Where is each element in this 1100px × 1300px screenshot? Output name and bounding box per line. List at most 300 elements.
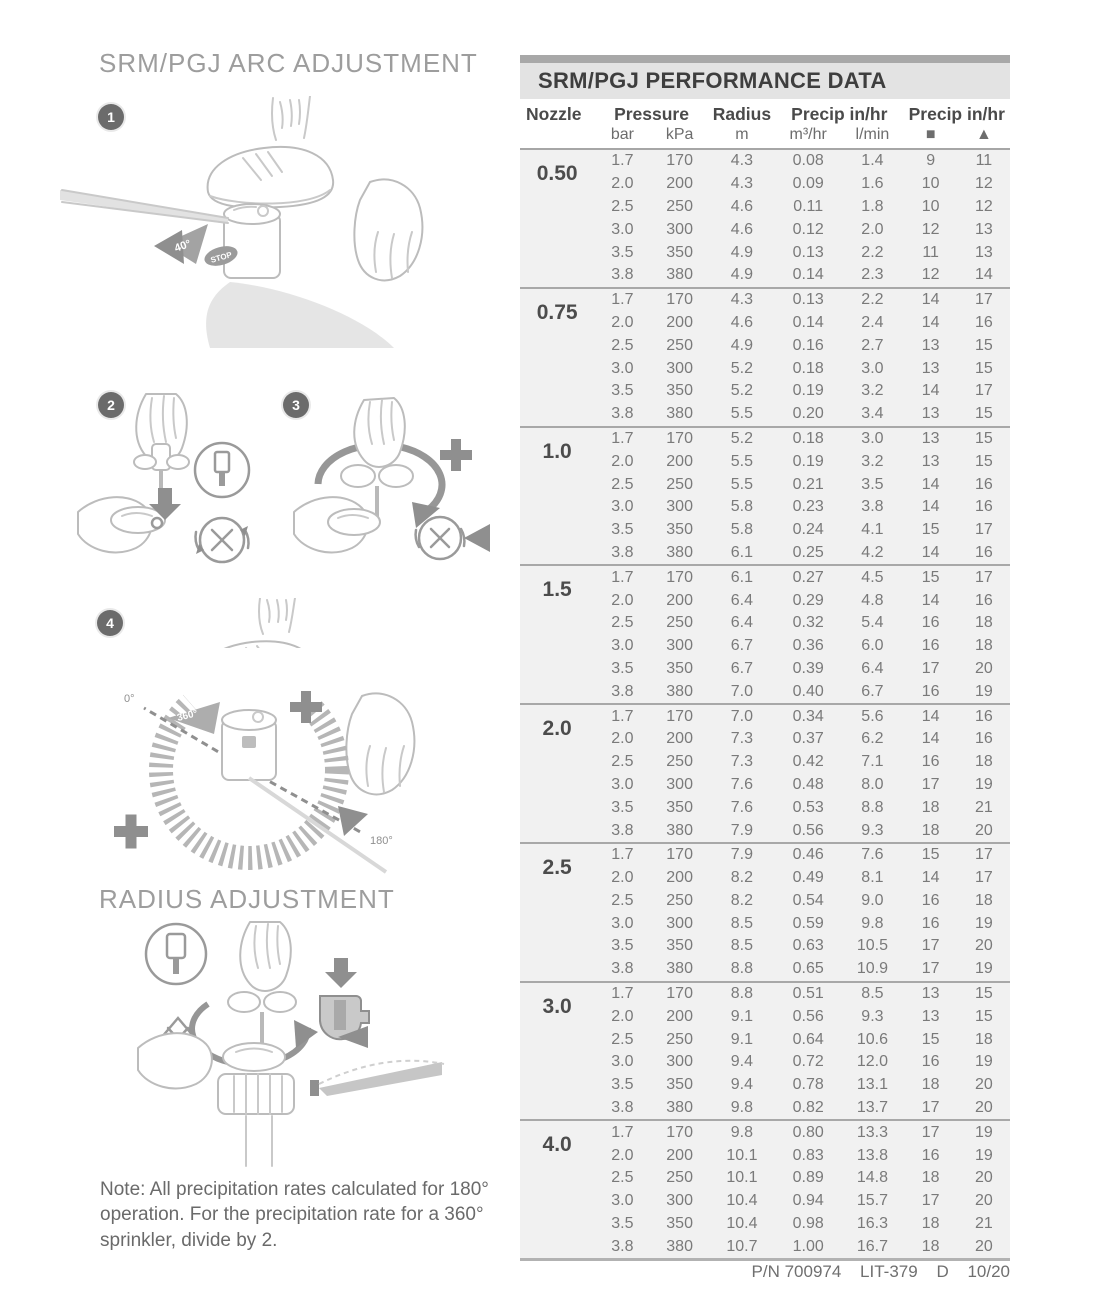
- cell-precip-square: 16: [921, 614, 940, 632]
- table-row: [520, 496, 1010, 519]
- cell-precip-triangle: 16: [974, 498, 993, 516]
- cell-pressure-bar: 3.8: [611, 1099, 634, 1117]
- cell-precip-square: 16: [921, 753, 940, 771]
- cell-precip-lmin: 10.9: [856, 960, 888, 978]
- cell-precip-square: 11: [922, 243, 939, 261]
- cell-pressure-bar: 3.5: [611, 659, 634, 677]
- table-bottom-rule: [520, 1258, 1010, 1261]
- cell-radius-m: 4.3: [730, 291, 754, 309]
- cell-radius-m: 9.1: [730, 1030, 754, 1048]
- cell-pressure-kpa: 250: [666, 1169, 693, 1187]
- table-row: [520, 380, 1010, 403]
- cell-precip-m3hr: 0.18: [792, 359, 824, 377]
- cell-pressure-bar: 3.0: [611, 220, 634, 238]
- cell-precip-square: 18: [921, 1215, 940, 1233]
- cell-radius-m: 9.8: [730, 1099, 754, 1117]
- cell-pressure-kpa: 200: [666, 1007, 693, 1025]
- cell-precip-lmin: 4.1: [861, 521, 884, 539]
- table-row: [520, 1074, 1010, 1097]
- cell-precip-triangle: 15: [974, 359, 993, 377]
- table-row: [520, 1213, 1010, 1236]
- cell-precip-lmin: 13.3: [856, 1123, 888, 1141]
- cell-precip-triangle: 18: [974, 614, 993, 632]
- table-row: [520, 1051, 1010, 1074]
- spray-stream: [60, 190, 228, 224]
- cell-precip-m3hr: 0.49: [792, 869, 824, 887]
- cell-radius-m: 10.1: [726, 1169, 758, 1187]
- cell-precip-square: 18: [921, 821, 940, 839]
- document-footer: [752, 1262, 1010, 1282]
- table-row: [520, 796, 1010, 819]
- cell-radius-m: 8.8: [730, 985, 754, 1003]
- angle-label: 40°: [172, 237, 193, 255]
- cell-precip-lmin: 3.4: [861, 405, 884, 423]
- table-row: [520, 288, 1010, 312]
- hand: [346, 694, 414, 795]
- cell-radius-m: 4.3: [730, 175, 754, 193]
- cell-pressure-bar: 2.5: [611, 336, 634, 354]
- arc-adjustment-heading: SRM/PGJ ARC ADJUSTMENT: [99, 48, 478, 78]
- cell-pressure-kpa: 170: [666, 985, 693, 1003]
- cell-radius-m: 4.9: [730, 243, 754, 261]
- nozzle-label: 0.50: [536, 162, 578, 185]
- radius-illustration: [112, 912, 447, 1172]
- cell-precip-lmin: 9.8: [861, 914, 884, 932]
- hand-holding-cap: [294, 497, 380, 552]
- cell-pressure-kpa: 300: [666, 220, 693, 238]
- cell-radius-m: 10.4: [726, 1192, 758, 1210]
- cell-radius-m: 7.9: [730, 846, 754, 864]
- cell-radius-m: 10.4: [726, 1215, 758, 1233]
- cell-pressure-kpa: 300: [666, 775, 693, 793]
- literature-number: LIT-379: [860, 1262, 918, 1281]
- plus-icon: [440, 439, 472, 471]
- table-row: [520, 1235, 1010, 1258]
- cell-precip-m3hr: 0.27: [792, 568, 824, 586]
- cell-pressure-bar: 3.0: [611, 637, 634, 655]
- table-row: [520, 403, 1010, 427]
- table-row: [520, 680, 1010, 704]
- cell-precip-m3hr: 0.09: [792, 175, 824, 193]
- cell-pressure-bar: 3.8: [611, 405, 634, 423]
- col-nozzle: Nozzle: [520, 99, 594, 125]
- cell-pressure-bar: 3.5: [611, 1076, 634, 1094]
- cell-precip-m3hr: 0.13: [792, 291, 824, 309]
- cell-radius-m: 5.8: [730, 498, 754, 516]
- one-eighty-degree-label: 180°: [370, 835, 393, 847]
- cell-pressure-bar: 2.0: [611, 1146, 634, 1164]
- cell-precip-m3hr: 0.94: [792, 1192, 824, 1210]
- cell-precip-triangle: 16: [974, 543, 993, 561]
- step3-drawing: [280, 388, 490, 588]
- cell-precip-triangle: 19: [974, 1146, 993, 1164]
- cell-precip-triangle: 17: [974, 291, 993, 309]
- cell-precip-square: 13: [921, 452, 940, 470]
- cell-precip-triangle: 12: [974, 197, 993, 215]
- cell-radius-m: 7.3: [730, 730, 754, 748]
- cell-radius-m: 4.6: [730, 197, 754, 215]
- cell-pressure-kpa: 380: [666, 821, 693, 839]
- table-row: [520, 890, 1010, 913]
- cell-precip-m3hr: 0.83: [792, 1146, 824, 1164]
- performance-data-table: [520, 99, 1010, 1258]
- table-row: [520, 450, 1010, 473]
- cell-precip-triangle: 11: [975, 152, 993, 170]
- cell-pressure-kpa: 300: [666, 1053, 693, 1071]
- cell-radius-m: 7.0: [730, 682, 754, 700]
- cell-precip-lmin: 13.1: [856, 1076, 888, 1094]
- push-left-arrow-icon: [464, 524, 490, 552]
- cell-radius-m: 9.4: [730, 1053, 754, 1071]
- cell-precip-triangle: 17: [974, 869, 993, 887]
- table-header: [520, 99, 1010, 149]
- table-row: [520, 196, 1010, 219]
- cell-precip-m3hr: 0.64: [792, 1030, 824, 1048]
- table-row: [520, 704, 1010, 728]
- cell-pressure-bar: 3.8: [611, 1237, 634, 1255]
- col-precip-metric: Precip in/hr: [775, 99, 904, 125]
- table-row: [520, 728, 1010, 751]
- table-row: [520, 264, 1010, 288]
- table-row: [520, 658, 1010, 681]
- cell-pressure-kpa: 250: [666, 614, 693, 632]
- cell-pressure-kpa: 380: [666, 543, 693, 561]
- step4-drawing: [52, 598, 447, 876]
- cell-precip-triangle: 18: [974, 637, 993, 655]
- cell-pressure-kpa: 170: [666, 291, 693, 309]
- cell-pressure-bar: 2.5: [611, 1169, 634, 1187]
- cell-radius-m: 6.1: [730, 568, 754, 586]
- cell-precip-square: 14: [921, 591, 940, 609]
- cell-precip-triangle: 19: [974, 1123, 993, 1141]
- cell-radius-m: 7.9: [730, 821, 754, 839]
- cell-precip-lmin: 10.5: [856, 937, 888, 955]
- table-row: [520, 565, 1010, 589]
- cell-pressure-kpa: 350: [666, 1076, 693, 1094]
- key-icon: [195, 443, 249, 497]
- col-pressure: Pressure: [594, 99, 708, 125]
- cell-pressure-kpa: 250: [666, 336, 693, 354]
- cell-radius-m: 6.1: [730, 543, 754, 561]
- cell-pressure-kpa: 300: [666, 359, 693, 377]
- cell-pressure-kpa: 350: [666, 243, 693, 261]
- cell-precip-triangle: 16: [974, 707, 993, 725]
- cell-precip-square: 16: [921, 891, 940, 909]
- table-row: [520, 1097, 1010, 1121]
- nozzle-group: [520, 288, 1010, 427]
- cell-precip-square: 14: [921, 313, 940, 331]
- cell-pressure-bar: 3.8: [611, 821, 634, 839]
- cell-pressure-kpa: 170: [666, 152, 693, 170]
- unit-m: m: [709, 125, 775, 149]
- cell-precip-square: 14: [921, 498, 940, 516]
- cell-radius-m: 6.4: [730, 591, 754, 609]
- cell-precip-square: 16: [921, 1146, 940, 1164]
- cell-precip-triangle: 20: [974, 659, 993, 677]
- cell-precip-lmin: 6.2: [861, 730, 884, 748]
- cell-radius-m: 5.8: [730, 521, 754, 539]
- cell-precip-m3hr: 0.37: [792, 730, 824, 748]
- cell-precip-lmin: 9.0: [861, 891, 884, 909]
- cell-precip-square: 10: [921, 175, 940, 193]
- table-row: [520, 867, 1010, 890]
- shadow: [206, 282, 394, 348]
- cell-radius-m: 9.1: [730, 1007, 754, 1025]
- table-row: [520, 1167, 1010, 1190]
- table-row: [520, 935, 1010, 958]
- cell-precip-m3hr: 0.14: [792, 266, 824, 284]
- cell-precip-square: 13: [921, 359, 940, 377]
- cell-pressure-bar: 3.5: [611, 243, 634, 261]
- performance-table: [520, 55, 1010, 1261]
- cell-precip-m3hr: 0.14: [792, 313, 824, 331]
- table-row: [520, 612, 1010, 635]
- table-row: [520, 357, 1010, 380]
- col-radius: Radius: [709, 99, 775, 125]
- cell-pressure-bar: 2.0: [611, 1007, 634, 1025]
- cell-precip-triangle: 20: [974, 1099, 993, 1117]
- cell-pressure-kpa: 300: [666, 498, 693, 516]
- unit-kpa: kPa: [651, 125, 709, 149]
- cell-precip-m3hr: 0.11: [793, 197, 824, 215]
- step1-illustration: [58, 96, 448, 353]
- cell-precip-lmin: 8.5: [861, 985, 884, 1003]
- cell-pressure-kpa: 380: [666, 266, 693, 284]
- table-row: [520, 819, 1010, 843]
- table-row: [520, 843, 1010, 867]
- cell-pressure-bar: 2.5: [611, 753, 634, 771]
- unit-blank: [520, 125, 594, 149]
- table-row: [520, 589, 1010, 612]
- cell-pressure-bar: 2.0: [611, 869, 634, 887]
- cell-pressure-bar: 3.5: [611, 798, 634, 816]
- hand: [354, 180, 422, 281]
- cell-precip-m3hr: 0.39: [792, 659, 824, 677]
- cell-precip-m3hr: 0.18: [792, 429, 824, 447]
- cell-precip-square: 17: [921, 960, 940, 978]
- cell-precip-m3hr: 0.20: [792, 405, 824, 423]
- cell-precip-triangle: 20: [974, 1237, 993, 1255]
- cell-pressure-kpa: 350: [666, 382, 693, 400]
- cell-precip-m3hr: 0.32: [792, 614, 824, 632]
- table-row: [520, 218, 1010, 241]
- cell-precip-lmin: 9.3: [861, 821, 884, 839]
- cell-pressure-kpa: 380: [666, 405, 693, 423]
- cell-precip-m3hr: 1.00: [792, 1237, 824, 1255]
- cell-pressure-bar: 1.7: [611, 985, 634, 1003]
- cell-radius-m: 9.4: [730, 1076, 754, 1094]
- cell-radius-m: 5.2: [730, 429, 754, 447]
- cell-pressure-bar: 2.0: [611, 591, 634, 609]
- cell-precip-square: 14: [921, 291, 940, 309]
- cell-pressure-bar: 2.5: [611, 891, 634, 909]
- cell-precip-square: 14: [921, 543, 940, 561]
- cell-precip-m3hr: 0.19: [792, 452, 824, 470]
- table-row: [520, 1144, 1010, 1167]
- cell-precip-lmin: 9.3: [861, 1007, 884, 1025]
- hand-holding-body: [138, 1033, 294, 1166]
- cell-pressure-kpa: 200: [666, 1146, 693, 1164]
- table-row: [520, 312, 1010, 335]
- cell-precip-square: 17: [921, 937, 940, 955]
- zero-degree-label: 0°: [124, 693, 135, 705]
- cell-precip-m3hr: 0.80: [792, 1123, 824, 1141]
- cell-precip-triangle: 16: [974, 730, 993, 748]
- cell-precip-square: 17: [921, 1099, 940, 1117]
- cell-pressure-kpa: 300: [666, 1192, 693, 1210]
- cell-pressure-kpa: 350: [666, 659, 693, 677]
- cell-precip-lmin: 3.2: [861, 452, 884, 470]
- cell-precip-square: 18: [921, 1237, 940, 1255]
- cell-pressure-kpa: 170: [666, 707, 693, 725]
- cell-precip-lmin: 2.3: [861, 266, 884, 284]
- cell-precip-m3hr: 0.56: [792, 1007, 824, 1025]
- cell-pressure-kpa: 300: [666, 637, 693, 655]
- cell-precip-square: 13: [921, 985, 940, 1003]
- cell-precip-lmin: 1.8: [861, 197, 884, 215]
- cell-precip-m3hr: 0.98: [792, 1215, 824, 1233]
- cell-precip-triangle: 19: [974, 682, 993, 700]
- cell-pressure-bar: 3.0: [611, 1192, 634, 1210]
- cell-pressure-bar: 3.5: [611, 937, 634, 955]
- cell-precip-square: 18: [921, 798, 940, 816]
- cell-pressure-bar: 3.0: [611, 775, 634, 793]
- cell-pressure-bar: 1.7: [611, 707, 634, 725]
- cell-precip-triangle: 15: [974, 452, 993, 470]
- cell-pressure-bar: 2.5: [611, 1030, 634, 1048]
- cell-precip-square: 15: [921, 521, 940, 539]
- cell-precip-triangle: 19: [974, 775, 993, 793]
- cell-precip-triangle: 20: [974, 1076, 993, 1094]
- cell-precip-m3hr: 0.89: [792, 1169, 824, 1187]
- cell-precip-lmin: 4.8: [861, 591, 884, 609]
- cell-precip-m3hr: 0.36: [792, 637, 824, 655]
- cell-precip-triangle: 14: [974, 266, 993, 284]
- cell-precip-lmin: 3.2: [861, 382, 884, 400]
- cell-precip-lmin: 8.0: [861, 775, 884, 793]
- cell-precip-m3hr: 0.08: [792, 152, 824, 170]
- unit-m3hr: m³/hr: [775, 125, 841, 149]
- cell-precip-triangle: 16: [974, 591, 993, 609]
- table-row: [520, 958, 1010, 982]
- three-sixty-degree-label: 360°: [176, 708, 199, 724]
- cell-pressure-kpa: 170: [666, 846, 693, 864]
- cell-radius-m: 8.2: [730, 869, 754, 887]
- cell-precip-triangle: 15: [974, 429, 993, 447]
- cell-pressure-bar: 1.7: [611, 1123, 634, 1141]
- cell-radius-m: 4.9: [730, 266, 754, 284]
- revision-date: 10/20: [967, 1262, 1010, 1281]
- cell-precip-m3hr: 0.21: [792, 475, 824, 493]
- table-row: [520, 774, 1010, 797]
- cell-precip-square: 16: [921, 914, 940, 932]
- cell-precip-square: 14: [921, 707, 940, 725]
- cell-radius-m: 8.5: [730, 914, 754, 932]
- cell-precip-lmin: 7.1: [861, 753, 884, 771]
- cell-precip-m3hr: 0.53: [792, 798, 824, 816]
- cell-pressure-kpa: 200: [666, 869, 693, 887]
- cell-pressure-kpa: 380: [666, 1099, 693, 1117]
- cell-precip-m3hr: 0.42: [792, 753, 824, 771]
- hand-turning-key: [228, 922, 296, 1048]
- cell-precip-triangle: 17: [974, 568, 993, 586]
- cell-precip-triangle: 21: [974, 798, 993, 816]
- cell-precip-m3hr: 0.25: [792, 543, 824, 561]
- nozzle-group: [520, 843, 1010, 982]
- cell-pressure-kpa: 250: [666, 197, 693, 215]
- cell-precip-square: 13: [921, 1007, 940, 1025]
- cell-pressure-kpa: 200: [666, 730, 693, 748]
- cell-precip-triangle: 15: [974, 985, 993, 1003]
- table-row: [520, 473, 1010, 496]
- cell-pressure-bar: 2.0: [611, 313, 634, 331]
- table-row: [520, 173, 1010, 196]
- rotate-dial-icon: [196, 518, 249, 562]
- cell-precip-lmin: 5.4: [861, 614, 884, 632]
- table-row: [520, 519, 1010, 542]
- cell-precip-lmin: 6.7: [861, 682, 884, 700]
- cell-precip-m3hr: 0.72: [792, 1053, 824, 1071]
- cell-pressure-bar: 2.5: [611, 197, 634, 215]
- cell-precip-triangle: 13: [974, 243, 993, 261]
- cell-pressure-kpa: 350: [666, 798, 693, 816]
- cell-precip-square: 12: [921, 266, 940, 284]
- cell-radius-m: 9.8: [730, 1123, 754, 1141]
- cell-precip-triangle: 16: [974, 313, 993, 331]
- cell-precip-lmin: 16.7: [856, 1237, 888, 1255]
- plus-icon-left: [114, 815, 148, 849]
- cell-precip-lmin: 8.1: [861, 869, 884, 887]
- cell-precip-m3hr: 0.51: [792, 985, 824, 1003]
- cell-pressure-kpa: 250: [666, 475, 693, 493]
- step-1-badge: 1: [98, 104, 124, 130]
- cell-pressure-bar: 1.7: [611, 568, 634, 586]
- cell-precip-square: 18: [921, 1169, 940, 1187]
- cell-pressure-bar: 1.7: [611, 291, 634, 309]
- unit-bar: bar: [594, 125, 650, 149]
- cell-precip-m3hr: 0.63: [792, 937, 824, 955]
- table-row: [520, 542, 1010, 566]
- table-row: [520, 1190, 1010, 1213]
- cell-pressure-bar: 2.0: [611, 175, 634, 193]
- cell-pressure-bar: 3.8: [611, 960, 634, 978]
- cell-precip-lmin: 1.6: [861, 175, 884, 193]
- cell-pressure-bar: 3.0: [611, 359, 634, 377]
- cell-pressure-kpa: 300: [666, 914, 693, 932]
- cell-radius-m: 6.7: [730, 637, 754, 655]
- cell-pressure-bar: 3.5: [611, 521, 634, 539]
- part-number: P/N 700974: [751, 1262, 842, 1281]
- cell-precip-square: 15: [921, 568, 940, 586]
- cell-precip-square: 16: [921, 1053, 940, 1071]
- cell-precip-triangle: 19: [974, 1053, 993, 1071]
- table-row: [520, 149, 1010, 173]
- cell-precip-m3hr: 0.78: [792, 1076, 824, 1094]
- cell-precip-triangle: 15: [974, 1007, 993, 1025]
- cell-pressure-bar: 3.5: [611, 382, 634, 400]
- cell-precip-lmin: 2.0: [861, 220, 884, 238]
- triangle-symbol-icon: ▲: [958, 125, 1010, 149]
- cell-precip-triangle: 19: [974, 914, 993, 932]
- cell-radius-m: 5.5: [730, 475, 754, 493]
- nozzle-group: [520, 982, 1010, 1121]
- cell-precip-m3hr: 0.12: [792, 220, 824, 238]
- cell-precip-square: 10: [921, 197, 940, 215]
- table-top-strip: [520, 55, 1010, 63]
- cell-precip-square: 9: [926, 152, 936, 170]
- nozzle-group: [520, 1120, 1010, 1258]
- cell-precip-lmin: 8.8: [861, 798, 884, 816]
